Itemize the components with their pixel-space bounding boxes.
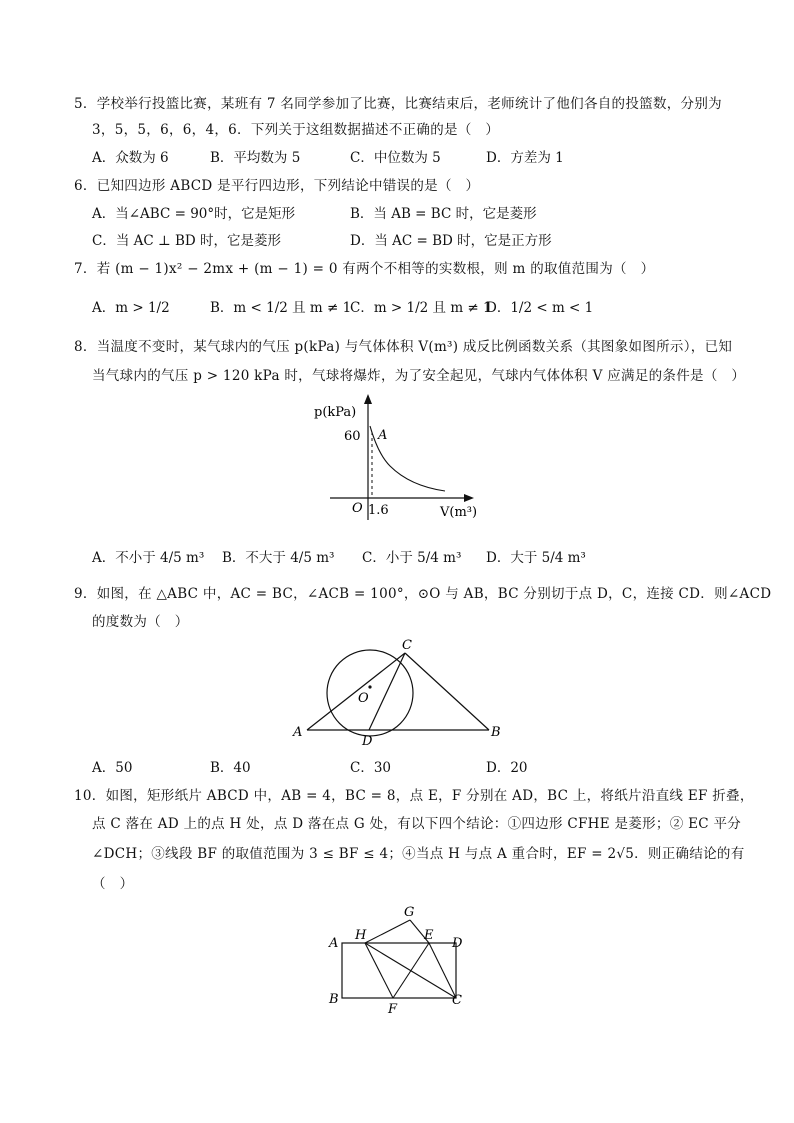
q8-stem-line2: 当气球内的气压 p > 120 kPa 时，气球将爆炸，为了安全起见，气球内气体体积 V 应满足的条件是（ ） (92, 368, 746, 384)
q9-label-a: A (293, 725, 303, 740)
q8-y-label: p(kPa) (314, 405, 357, 420)
q8-x-arrow (464, 494, 474, 502)
q10-label-d: D (452, 936, 463, 951)
q8-pressure-volume-graph (300, 392, 490, 527)
q9-option-d: D．20 (486, 760, 528, 776)
q9-label-o: O (358, 691, 369, 706)
q9-label-b: B (491, 725, 501, 740)
q9-option-c: C．30 (350, 760, 392, 776)
q7-option-b: B．m < 1/2 且 m ≠ 1 (210, 300, 352, 316)
q5-option-d: D．方差为 1 (486, 150, 564, 166)
q5-option-b: B．平均数为 5 (210, 150, 301, 166)
q10-label-g: G (404, 905, 415, 920)
q10-label-c: C (452, 993, 462, 1008)
q9-triangle-circle-figure (285, 635, 515, 750)
q8-x-tick: 1.6 (368, 503, 389, 518)
q8-option-d: D．大于 5/4 m³ (486, 550, 586, 566)
q7-option-d: D．1/2 < m < 1 (486, 300, 594, 316)
q10-stem-line1: 10．如图，矩形纸片 ABCD 中，AB = 4，BC = 8，点 E，F 分别在 AD，BC 上，将纸片沿直线 EF 折叠， (74, 788, 754, 804)
q10-segment-hg (365, 920, 410, 943)
q9-label-d: D (362, 734, 373, 749)
q7-option-a: A．m > 1/2 (92, 300, 170, 316)
q10-label-h: H (355, 928, 367, 943)
q10-label-e: E (424, 928, 434, 943)
q9-segment-ac (307, 653, 405, 730)
q8-y-tick: 60 (344, 429, 361, 444)
q8-x-label: V(m³) (440, 505, 478, 520)
q6-stem: 6．已知四边形 ABCD 是平行四边形，下列结论中错误的是（ ） (74, 178, 480, 194)
q9-segment-bc (405, 653, 489, 730)
q10-stem-line3: ∠DCH；③线段 BF 的取值范围为 3 ≤ BF ≤ 4；④当点 H 与点 A 重合时，EF = 2√5．则正确结论的有 (92, 846, 745, 862)
q8-option-a: A．不小于 4/5 m³ (92, 550, 205, 566)
q9-segment-cd (369, 653, 405, 730)
q10-stem-line2: 点 C 落在 AD 上的点 H 处，点 D 落在点 G 处，有以下四个结论：①四边形 CFHE 是菱形；② EC 平分 (92, 816, 742, 832)
q6-option-c: C．当 AC ⊥ BD 时，它是菱形 (92, 233, 282, 249)
q10-rectangle-fold-figure (325, 898, 475, 1018)
q7-option-c: C．m > 1/2 且 m ≠ 1 (350, 300, 492, 316)
q6-option-d: D．当 AC = BD 时，它是正方形 (350, 233, 552, 249)
q9-label-c: C (402, 638, 412, 653)
q10-label-f: F (388, 1002, 398, 1017)
q8-y-arrow (364, 394, 372, 404)
q6-option-b: B．当 AB = BC 时，它是菱形 (350, 206, 537, 222)
q5-option-c: C．中位数为 5 (350, 150, 441, 166)
q7-stem: 7．若 (m − 1)x² − 2mx + (m − 1) = 0 有两个不相等的实数根，则 m 的取值范围为（ ） (74, 261, 655, 277)
q9-stem-line1: 9．如图，在 △ABC 中，AC = BC，∠ACB = 100°，⊙O 与 AB，BC 分别切于点 D，C，连接 CD．则∠ACD (74, 586, 772, 602)
q8-origin-label: O (352, 501, 363, 516)
q8-point-a-label: A (378, 428, 388, 443)
q8-stem-line1: 8．当温度不变时，某气球内的气压 p(kPa) 与气体体积 V(m³) 成反比例函数关系（其图象如图所示），已知 (74, 339, 733, 355)
q10-label-b: B (329, 992, 339, 1007)
q10-label-a: A (329, 936, 339, 951)
q5-stem-line1: 5．学校举行投篮比赛，某班有 7 名同学参加了比赛，比赛结束后，老师统计了他们各自的投篮数，分别为 (74, 96, 722, 112)
q10-segment-fe (393, 943, 429, 998)
q9-center-dot (368, 685, 371, 688)
q10-stem-line4: （ ） (92, 876, 134, 892)
q5-option-a: A．众数为 6 (92, 150, 169, 166)
q6-option-a: A．当∠ABC = 90°时，它是矩形 (92, 206, 296, 222)
q9-option-a: A．50 (92, 760, 133, 776)
q8-option-c: C．小于 5/4 m³ (362, 550, 462, 566)
q8-option-b: B．不大于 4/5 m³ (222, 550, 335, 566)
q5-stem-line2: 3，5，5，6，6，4，6．下列关于这组数据描述不正确的是（ ） (92, 122, 500, 138)
q9-stem-line2: 的度数为（ ） (92, 614, 189, 630)
q9-option-b: B．40 (210, 760, 251, 776)
